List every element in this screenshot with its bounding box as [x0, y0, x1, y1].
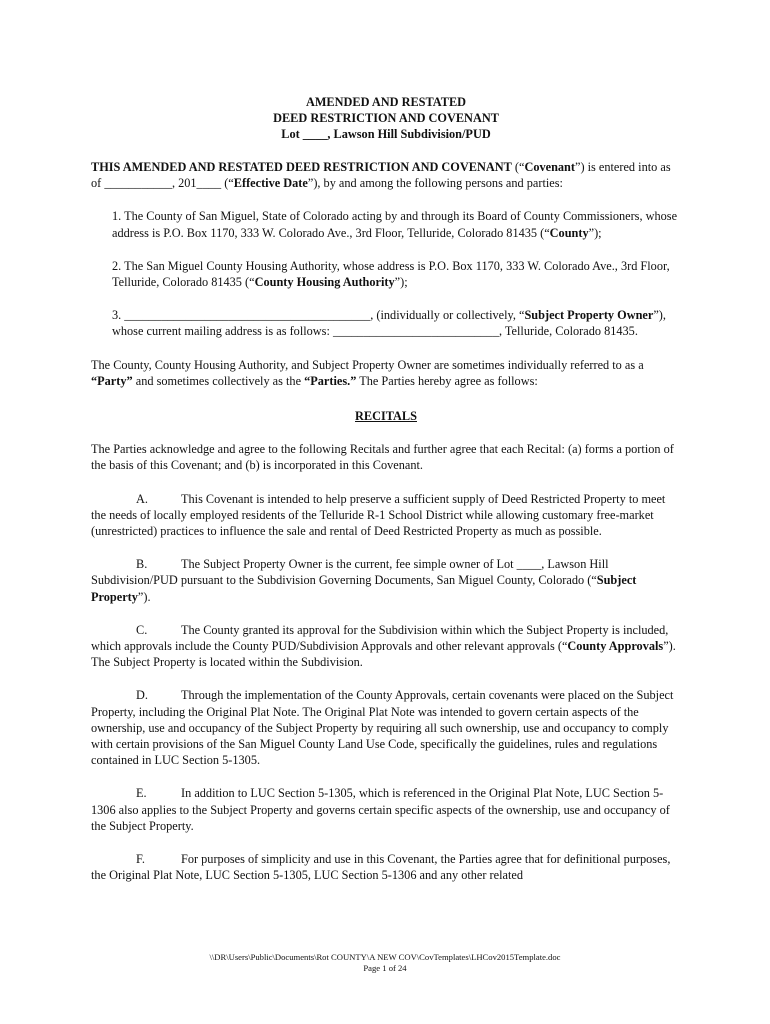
recital-text: The County granted its approval for the Subdivision within which the Subject Property is included, which approvals include the County PUD/Subdivision Approvals and other relevant approvals (“ — [91, 622, 669, 654]
party-3-term: Subject Property Owner — [524, 308, 654, 323]
document-title — [91, 94, 681, 142]
party-1 — [112, 208, 681, 240]
page-footer — [0, 952, 770, 974]
subject-property-term: Subject Property — [91, 573, 637, 604]
parties-text-1: The County, County Housing Authority, and Subject Property Owner are sometimes individually referred to as a — [91, 357, 644, 372]
recital-letter: C. — [136, 622, 148, 637]
recital-c — [91, 622, 681, 671]
recital-letter: E. — [136, 786, 147, 801]
party-3-end: ”), whose current mailing address is as follows: ___________________________, Telluride, Colorado 81435. — [112, 308, 666, 339]
title-line-3: Lot ____, Lawson Hill Subdivision/PUD — [281, 127, 491, 141]
party-2 — [112, 258, 681, 290]
parties-text-2: and sometimes collectively as the — [132, 373, 305, 388]
recital-text: In addition to LUC Section 5-1305, which is referenced in the Original Plat Note, LUC Section 5-1306 also applies to the Subject Property and governs certain specific aspects of the ownership, use and occupancy of the Subject Property. — [91, 786, 670, 833]
party-2-text: 2. The San Miguel County Housing Authority, whose address is P.O. Box 1170, 333 W. Colorado Ave., 3rd Floor, Telluride, Colorado 81435 (“ — [112, 258, 670, 290]
recital-e — [91, 785, 681, 834]
party-2-term: County Housing Authority — [254, 275, 395, 290]
intro-paragraph — [91, 159, 681, 191]
recital-f — [91, 851, 681, 883]
party-1-end: ”); — [588, 225, 602, 240]
recital-b — [91, 556, 681, 605]
recital-letter: F. — [136, 852, 145, 867]
party-3 — [112, 307, 681, 339]
recitals-intro: The Parties acknowledge and agree to the following Recitals and further agree that each Recital: (a) forms a portion of the basis of this Covenant; and (b) is incorporated in this Covenant. — [91, 442, 674, 473]
party-1-text: 1. The County of San Miguel, State of Colorado acting by and through its Board of County Commissioners, whose address is P.O. Box 1170, 333 W. Colorado Ave., 3rd Floor, Telluride, Colorado 81435 (“ — [112, 209, 678, 240]
title-line-2: DEED RESTRICTION AND COVENANT — [273, 111, 499, 125]
covenant-term: Covenant — [524, 160, 575, 174]
intro-text-2: ”) is entered into as of ___________, 201____ (“ — [91, 160, 671, 191]
intro-text-3: ”), by and among the following persons and parties: — [307, 176, 563, 191]
page-number: Page 1 of 24 — [363, 963, 407, 973]
intro-text-1: (“ — [511, 160, 525, 174]
recital-d — [91, 687, 681, 768]
recital-a — [91, 491, 681, 540]
party-2-end: ”); — [394, 275, 408, 290]
recital-text: Through the implementation of the County Approvals, certain covenants were placed on the Subject Property, including the Original Plat Note. The Original Plat Note was intended to govern certain aspects of the ownership, use and occupancy of the Subject Property by requiring all such ownership, use and occupancy to comply with certain provisions of the San Miguel County Land Use Code, specifically the guidelines, rules and regulations contained in LUC Section 5-1305. — [91, 688, 674, 768]
document-body — [91, 94, 681, 884]
recital-text-end: ”). — [137, 589, 151, 604]
recital-text: The Subject Property Owner is the current, fee simple owner of Lot ____, Lawson Hill Subdivision/PUD pursuant to the Subdivision Governing Documents, San Miguel County, Colorado (“ — [91, 557, 609, 588]
party-1-term: County — [549, 225, 589, 240]
party-3-text: 3. ________________________________________, (individually or collectively, “ — [112, 308, 525, 323]
recital-text-end: ”). The Subject Property is located within the Subdivision. — [91, 639, 676, 670]
file-path: \\DR\Users\Public\Documents\Rot COUNTY\A NEW COV\CovTemplates\LHCov2015Template.doc — [209, 952, 561, 962]
recital-text: This Covenant is intended to help preserve a sufficient supply of Deed Restricted Property to meet the needs of locally employed residents of the Telluride R-1 School District while allowing customary free-market (unrestricted) practices to influence the sale and rental of Deed Restricted Property as much as possible. — [91, 491, 666, 539]
recital-letter: B. — [136, 557, 148, 572]
county-approvals-term: County Approvals — [567, 639, 664, 654]
parties-text-3: The Parties hereby agree as follows: — [356, 373, 538, 388]
parties-definition-paragraph — [91, 357, 681, 389]
recital-letter: D. — [136, 688, 148, 703]
effective-date-term: Effective Date — [233, 176, 308, 191]
parties-term: “Parties.” — [304, 373, 357, 388]
intro-bold-lead: THIS AMENDED AND RESTATED DEED RESTRICTION AND COVENANT — [91, 160, 512, 174]
recitals-heading: RECITALS — [355, 409, 417, 424]
recital-letter: A. — [136, 491, 148, 506]
recital-text: For purposes of simplicity and use in this Covenant, the Parties agree that for definitional purposes, the Original Plat Note, LUC Section 5-1305, LUC Section 5-1306 and any other related — [91, 852, 671, 883]
title-line-1: AMENDED AND RESTATED — [305, 95, 467, 109]
party-term: “Party” — [91, 373, 133, 388]
